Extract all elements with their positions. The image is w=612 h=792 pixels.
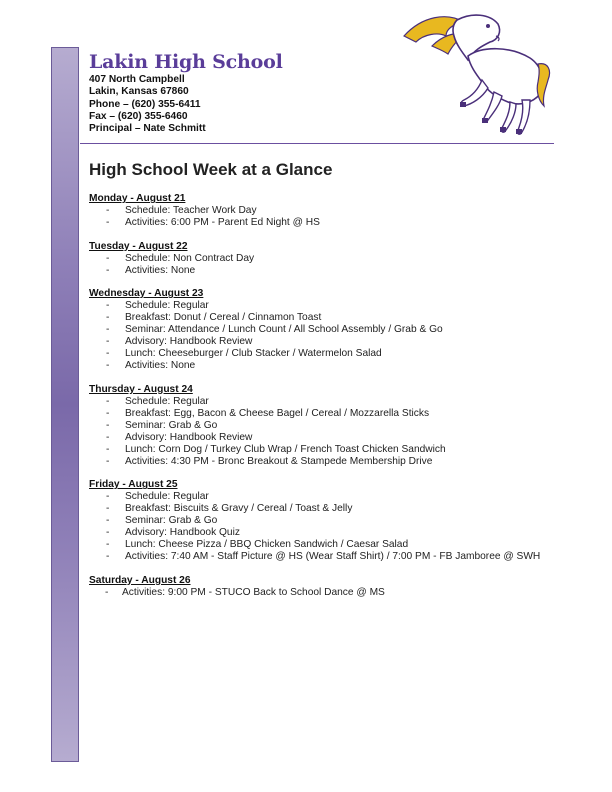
- item-text: Lunch: Cheeseburger / Club Stacker / Watermelon Salad: [125, 348, 382, 360]
- dash-bullet: -: [106, 205, 110, 216]
- item-text: Activities: 7:40 AM - Staff Picture @ HS (Wear Staff Shirt) / 7:00 PM - FB Jamboree @ SWH: [125, 551, 541, 563]
- item-text: Schedule: Regular: [125, 395, 209, 407]
- dash-bullet: -: [106, 348, 110, 360]
- list-item: [89, 348, 559, 360]
- list-item: [89, 551, 559, 563]
- school-name: Lakin High School: [89, 51, 283, 73]
- header-divider: [80, 143, 554, 144]
- dash-bullet: -: [106, 312, 110, 324]
- dash-bullet: -: [106, 324, 110, 336]
- day-heading: Wednesday - August 23: [89, 288, 204, 300]
- list-item: [89, 300, 559, 312]
- item-text: Schedule: Regular: [125, 300, 209, 312]
- dash-bullet: -: [106, 264, 110, 276]
- day-items: [89, 205, 559, 229]
- phone-number: Phone – (620) 355-6411: [89, 98, 201, 110]
- list-item: [89, 491, 559, 503]
- dash-bullet: -: [106, 443, 110, 455]
- dash-bullet: -: [106, 407, 110, 419]
- item-text: Advisory: Handbook Quiz: [125, 527, 240, 539]
- day-items: [89, 587, 559, 599]
- dash-bullet: -: [106, 539, 110, 551]
- dash-bullet: -: [106, 527, 110, 539]
- item-text: Breakfast: Donut / Cereal / Cinnamon Toast: [125, 312, 322, 324]
- address-line-2: Lakin, Kansas 67860: [89, 86, 189, 98]
- item-text: Advisory: Handbook Review: [125, 431, 253, 443]
- bronco-horse-logo-icon: [402, 6, 552, 136]
- item-text: Breakfast: Egg, Bacon & Cheese Bagel / Cereal / Mozzarella Sticks: [125, 407, 430, 419]
- day-section-wednesday: [89, 288, 559, 372]
- list-item: [89, 420, 559, 432]
- dash-bullet: -: [106, 551, 110, 563]
- dash-bullet: -: [106, 395, 110, 407]
- contact-block: [89, 74, 206, 135]
- list-item: [89, 336, 559, 348]
- dash-bullet: -: [106, 455, 110, 467]
- item-text: Activities: None: [125, 360, 196, 372]
- weekly-schedule: [89, 193, 559, 611]
- day-heading: Tuesday - August 22: [89, 240, 188, 252]
- address-line-1: 407 North Campbell: [89, 74, 185, 85]
- day-heading: Thursday - August 24: [89, 383, 193, 395]
- list-item: [89, 503, 559, 515]
- decorative-side-bar: [51, 47, 79, 762]
- list-item: [89, 253, 559, 265]
- dash-bullet: -: [106, 217, 110, 228]
- dash-bullet: -: [106, 503, 110, 515]
- dash-bullet: -: [106, 360, 110, 372]
- list-item: [89, 408, 559, 420]
- dash-bullet: -: [106, 491, 110, 503]
- list-item: [89, 515, 559, 527]
- dash-bullet: -: [106, 252, 110, 264]
- list-item: [89, 360, 559, 372]
- principal-name: Principal – Nate Schmitt: [89, 123, 206, 135]
- item-text: Schedule: Non Contract Day: [125, 252, 255, 264]
- list-item: [89, 456, 559, 468]
- day-section-tuesday: [89, 241, 559, 277]
- day-heading: Monday - August 21: [89, 193, 186, 204]
- list-item: [89, 205, 559, 217]
- item-text: Seminar: Attendance / Lunch Count / All School Assembly / Grab & Go: [125, 324, 443, 336]
- dash-bullet: -: [106, 431, 110, 443]
- item-text: Schedule: Regular: [125, 491, 209, 503]
- item-text: Lunch: Corn Dog / Turkey Club Wrap / French Toast Chicken Sandwich: [125, 443, 446, 455]
- item-text: Advisory: Handbook Review: [125, 336, 253, 348]
- item-text: Seminar: Grab & Go: [125, 419, 218, 431]
- item-text: Breakfast: Biscuits & Gravy / Cereal / Toast & Jelly: [125, 503, 353, 515]
- day-items: [89, 300, 559, 372]
- dash-bullet: -: [105, 586, 109, 598]
- day-items: [89, 253, 559, 277]
- item-text: Seminar: Grab & Go: [125, 515, 218, 527]
- list-item: [89, 587, 559, 599]
- dash-bullet: -: [106, 419, 110, 431]
- day-section-monday: [89, 193, 559, 229]
- dash-bullet: -: [106, 515, 110, 527]
- day-section-saturday: [89, 575, 559, 599]
- item-text: Schedule: Teacher Work Day: [125, 205, 257, 216]
- list-item: [89, 539, 559, 551]
- dash-bullet: -: [106, 300, 110, 312]
- list-item: [89, 432, 559, 444]
- item-text: Activities: 6:00 PM - Parent Ed Night @ HS: [125, 217, 320, 228]
- page-title: High School Week at a Glance: [89, 160, 333, 179]
- day-section-friday: [89, 479, 559, 563]
- list-item: [89, 312, 559, 324]
- fax-number: Fax – (620) 355-6460: [89, 110, 188, 122]
- item-text: Lunch: Cheese Pizza / BBQ Chicken Sandwich / Caesar Salad: [125, 539, 409, 551]
- item-text: Activities: 4:30 PM - Bronc Breakout & Stampede Membership Drive: [125, 455, 433, 467]
- dash-bullet: -: [106, 336, 110, 348]
- day-items: [89, 491, 559, 563]
- day-heading: Saturday - August 26: [89, 574, 191, 586]
- day-section-thursday: [89, 384, 559, 468]
- list-item: [89, 396, 559, 408]
- day-heading: Friday - August 25: [89, 479, 178, 491]
- item-text: Activities: None: [125, 264, 196, 276]
- list-item: [89, 444, 559, 456]
- day-items: [89, 396, 559, 468]
- list-item: [89, 324, 559, 336]
- list-item: [89, 217, 559, 229]
- item-text: Activities: 9:00 PM - STUCO Back to School Dance @ MS: [122, 586, 385, 598]
- list-item: [89, 265, 559, 277]
- list-item: [89, 527, 559, 539]
